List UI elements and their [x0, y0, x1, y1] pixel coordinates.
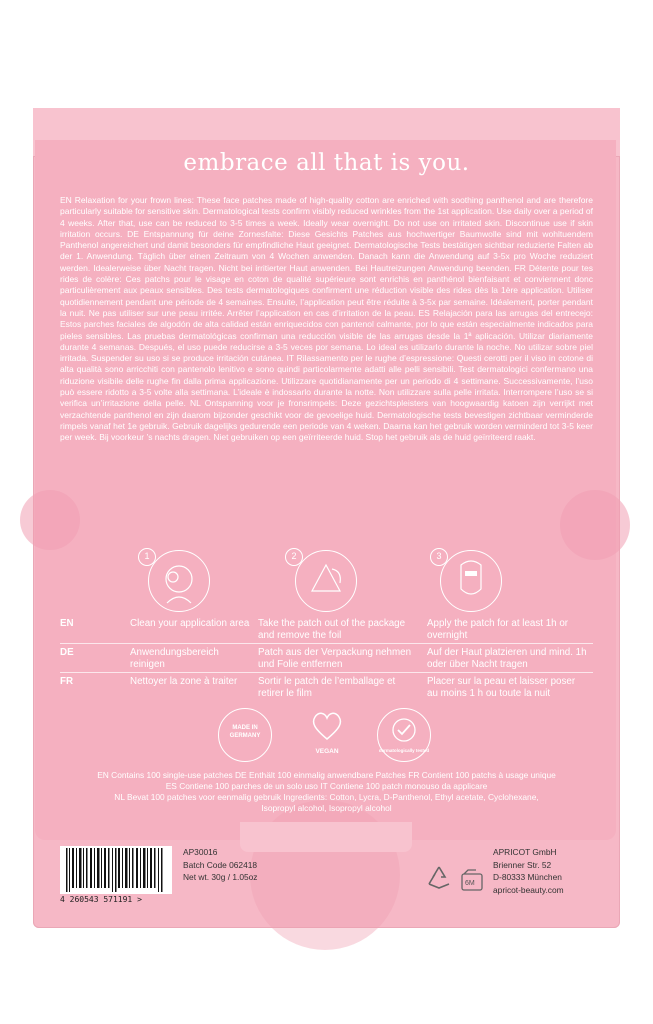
step-3-number: 3: [430, 548, 448, 566]
net-weight: Net wt. 30g / 1.05oz: [183, 872, 258, 882]
batch-code: Batch Code 062418: [183, 859, 258, 870]
patch-remove-icon: [296, 551, 356, 611]
barcode-number: 4 260543 571191 >: [60, 895, 142, 904]
company-name: APRICOT GmbH: [493, 847, 557, 857]
derm-tested-badge: [377, 708, 431, 762]
step-3-illustration: [440, 550, 502, 612]
step-1-number: 1: [138, 548, 156, 566]
step-2-text: Take the patch out of the package and remove the foil: [258, 618, 406, 641]
contents-line-4: Isopropyl alcohol, Isopropyl alcohol: [261, 803, 392, 813]
check-icon: [389, 715, 419, 745]
step-3-text: Placer sur la peau et laisser poser au moins 1 h ou toute la nuit: [427, 676, 576, 699]
barcode-graphic: [60, 846, 172, 894]
pao-label: 6M: [465, 880, 475, 887]
company-city: D-80333 München: [493, 872, 562, 882]
face-clean-icon: [149, 551, 209, 611]
contents-line-3: NL Bevat 100 patches voor eenmalig gebruik Ingredients: Cotton, Lycra, D-Panthenol, Ethyl acetate, Cyclohexane,: [114, 792, 539, 802]
step-3-text: Auf der Haut platzieren und mind. 1h oder über Nacht tragen: [427, 647, 587, 670]
lang-label: DE: [60, 647, 74, 658]
pao-jar-icon: [459, 868, 485, 894]
company-web: apricot-beauty.com: [493, 884, 564, 895]
derm-label: dermatologically tested: [378, 748, 430, 753]
description-text: EN Relaxation for your frown lines: These face patches made of high-quality cotton are enriched with soothing panthenol and are therefore particularly suitable for sensitive skin. Dermatological tests confirm visibly reduced wrinkles from the 1st application. Use daily over a period of 4 weeks. After that, use can be reduced to 3-5 times a week. Ideally wear overnight. Do not use on irritated skin. Discontinue use if skin irritation occurs. DE Entspannung für deine Zornesfalte: Diese Gesichts Patches aus hochwertiger Baumwolle sind mit wohltuendem Panthenol angereichert und damit besonders für empfindliche Haut geeignet. Dermatologische Tests bestätigen sichtbar reduzierte Falten ab der 1. Anwendung. Täglich über einen Zeitraum von 4 Wochen anwenden. Danach kann die Anwendung auf 3-5x pro Woche reduziert werden. Idealerweise über Nacht tragen. Nicht bei irritierter Haut anwenden. Bei Hautreizungen Anwendung beenden. FR Détente pour tes rides de colère: Ces patchs pour le visage en coton de qualité supérieure sont enrichis en panthénol bienfaisant et conviennent donc particulièrement aux peaux sensibles. Des tests dermatologiques confirment une réduction visible des rides dès la 1ère application. Utiliser quotidiennement pendant une période de 4 semaines. Ensuite, l’application peut être réduite à 3-5x par semaine. Idéalement, porter pendant la nuit. Ne pas utiliser sur une peau irritée. Arrêter l’application en cas d’irritation de la peau. ES Relajación para las arrugas del entrecejo: Estos parches faciales de algodón de alta calidad están enriquecidos con pantenol calmante, por lo que están especialmente indicados para pieles sensibles. Las pruebas dermatológicas confirman una reducción visible de las arrugas desde la 1ª aplicación. Utilizar diariamente durante 4 semanas. Después, el uso puede reducirse a 3-5 veces por semana. Lo ideal es utilizarlo durante la noche. No utilizar sobre piel irritada. Suspender su uso si se produce irritación cutánea. IT Rilassamento per le rughe d’espressione: Questi cerotti per il viso in cotone di alta qualità sono arricchiti con pantenolo lenitivo e sono quindi particolarmente adatti alle pelli sensibili. Test dermatologici confermano una riduzione visibile delle rughe fin dalla prima applicazione. Utilizzare quotidianamente per un periodo di 4 settimane. Successivamente, l’uso può essere ridotto a 3-5 volte alla settimana. L’ideale è indossarlo durante la notte. Non utilizzare sulla pelle irritata. Interrompere l’uso se si verifica un’irritazione della pelle. NL Ontspanning voor je fronsrimpels: Deze gezichtspleisters van hoogwaardig katoen zijn verrijkt met verzachtende panthenol en zijn daarom bijzonder geschikt voor de gevoelige huid. Dermatologische tests bevestigen zichtbaar verminderde rimpels vanaf het 1e gebruik. Gebruik dagelijks gedurende een periode van 4 weken. Daarna kan het gebruik worden verminderd tot 3-5 keer per week. Bij voorkeur ’s nachts dragen. Niet gebruiken op een geïrriteerde huid. Stop het gebruik als de huid geïrriteerd raakt.: [60, 195, 593, 443]
heart-icon: [309, 707, 345, 743]
contents-line-1: EN Contains 100 single-use patches DE Enthält 100 einmalig anwendbare Patches FR Contient 100 patchs à usage unique: [97, 770, 556, 780]
step-2: [285, 548, 365, 614]
step-2-illustration: [295, 550, 357, 612]
step-3: [430, 548, 510, 614]
contents-line-2: ES Contiene 100 parches de un solo uso IT Contiene 100 patch monouso da applicare: [165, 781, 488, 791]
company-street: Brienner Str. 52: [493, 859, 552, 870]
step-1-illustration: [148, 550, 210, 612]
face-patch-icon: [441, 551, 501, 611]
steps-row: [60, 548, 593, 614]
step-2-text: Patch aus der Verpackung nehmen und Folie entfernen: [258, 647, 412, 670]
vegan-label: VEGAN: [315, 748, 339, 755]
step-1-text: Anwendungsbereich reinigen: [130, 647, 219, 670]
decor-circle-left: [20, 490, 80, 550]
recycle-icon: [425, 864, 453, 892]
divider: [60, 672, 593, 673]
contents-ingredients: [60, 770, 593, 814]
step-1-text: Clean your application area: [130, 618, 250, 629]
lang-label: EN: [60, 618, 74, 629]
made-in-germany-badge: [218, 708, 272, 762]
lang-label: FR: [60, 676, 74, 687]
step-2-text: Sortir le patch de l’emballage et retirer le film: [258, 676, 396, 699]
made-in-label: MADE IN GERMANY: [229, 725, 261, 739]
step-3-text: Apply the patch for at least 1h or overnight: [427, 618, 569, 641]
tuck-flap: [240, 822, 412, 852]
step-1-text: Nettoyer la zone à traiter: [130, 676, 238, 687]
product-info: [183, 846, 258, 884]
barcode: [60, 846, 172, 894]
company-address: [493, 846, 564, 896]
step-2-number: 2: [285, 548, 303, 566]
divider: [60, 643, 593, 644]
sku: AP30016: [183, 847, 218, 857]
tagline: embrace all that is you.: [183, 150, 470, 176]
step-1: [138, 548, 218, 614]
vegan-badge: [302, 707, 352, 765]
